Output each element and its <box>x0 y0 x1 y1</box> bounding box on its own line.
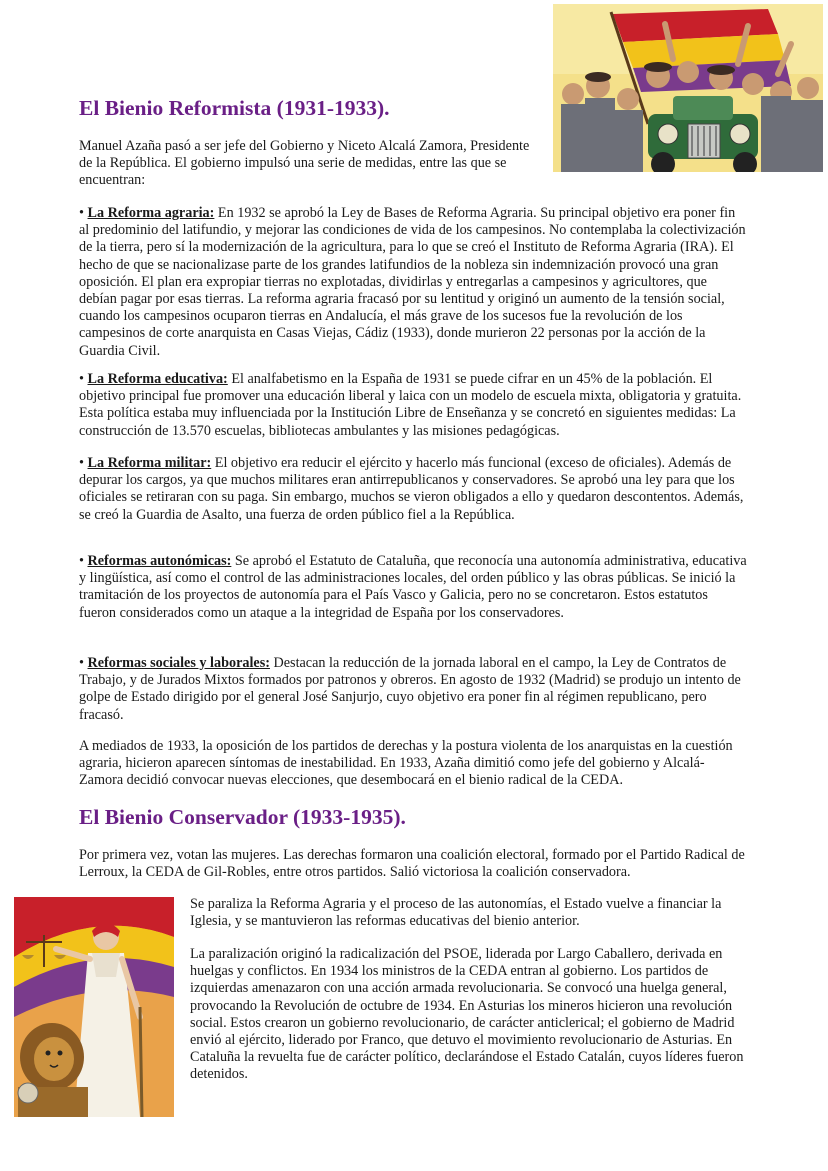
bullet-marker: • <box>79 553 84 569</box>
reform-item-militar <box>79 455 747 524</box>
reform-text-autonomicas: Se aprobó el Estatuto de Cataluña, que reconocía una autonomía administrativa, educativa y lingüística, así como el control de las administraciones locales, del orden público y las obras públicas. Se inició la tramitación de los proyectos de autonomía para el País Vasco y Galicia, pero no se concretaron. Estos estatutos fueron considerados como un ataque a la integridad de España por los conservadores. <box>79 553 747 621</box>
reform-text-sociales: Destacan la reducción de la jornada laboral en el campo, la Ley de Contratos de Trabajo, y de Jurados Mixtos formados por patronos y obreros. En agosto de 1932 (Madrid) se produjo un intento de golpe de Estado dirigido por el general José Sanjurjo, cuyo objetivo era poner fin al régimen republicano, pero fracasó. <box>79 655 741 723</box>
section-title-bienio-reformista: El Bienio Reformista (1931-1933). <box>79 96 390 120</box>
republic-celebration-illustration <box>553 4 823 172</box>
section-title-bienio-conservador: El Bienio Conservador (1933-1935). <box>79 805 406 829</box>
section1-intro: Manuel Azaña pasó a ser jefe del Gobierno y Niceto Alcalá Zamora, Presidente de la República. El gobierno impulsó una serie de medidas, entre las que se encuentran: <box>79 138 530 189</box>
section1-closing: A mediados de 1933, la oposición de los partidos de derechas y la postura violenta de los anarquistas en la cuestión agraria, hicieron aparecen síntomas de inestabilidad. En 1933, Azaña dimitió como jefe del gobierno y Alcalá-Zamora decidió convocar nuevas elecciones, que desembocará en el bienio radical de la CEDA. <box>79 738 733 789</box>
reform-text-educativa: El analfabetismo en la España de 1931 se puede cifrar en un 45% de la población. El objetivo principal fue promover una educación liberal y laica con un modelo de escuela mixta, obligatoria y gratuita. Esta política estaba muy influenciada por la Institución Libre de Enseñanza y se concretó en siguientes medidas: La construcción de 13.570 escuelas, bibliotecas ambulantes y las misiones pedagógicas. <box>79 371 742 439</box>
reform-text-militar: El objetivo era reducir el ejército y hacerlo más funcional (exceso de oficiales). Además de depurar los cargos, ya que muchos militares eran antirrepublicanos y conservadores. Se aprobó una ley para que los oficiales se retiraran con su paga. Sin embargo, muchos se vieron obligados a ello y quedaron descontentos. Además, se creó la Guardia de Asalto, una fuerza de orden público fiel a la República. <box>79 455 744 523</box>
reform-item-agraria <box>79 205 747 360</box>
bullet-marker: • <box>79 455 84 471</box>
reform-label-agraria: La Reforma agraria: <box>87 205 215 221</box>
reform-label-autonomicas: Reformas autonómicas: <box>87 553 232 569</box>
section2-paragraph-1: Se paraliza la Reforma Agraria y el proceso de las autonomías, el Estado vuelve a financiar la Iglesia, y se mantuvieron las reformas educativas del bienio anterior. <box>190 896 722 930</box>
reform-label-sociales: Reformas sociales y laborales: <box>87 655 270 671</box>
reform-item-educativa <box>79 371 747 440</box>
reform-item-autonomicas <box>79 553 747 622</box>
bullet-marker: • <box>79 205 84 221</box>
bullet-marker: • <box>79 371 84 387</box>
reform-text-agraria: En 1932 se aprobó la Ley de Bases de Reforma Agraria. Su principal objetivo era poner fin al predominio del latifundio, y mejorar las condiciones de vida de los campesinos. No contemplaba la colectivización de la tierra, pero sí la modernización de la agricultura, para lo que se creó el Instituto de Reforma Agraria (IRA). El hecho de que se nacionalizase parte de los grandes latifundios de la nobleza sin indemnización provocó una gran oposición. El plan era expropiar tierras no explotadas, dividirlas y entregarlas a campesinos y agricultores, que debían pagar por esas tierras. La reforma agraria fracasó por su lentitud y originó un aumento de la tensión social, cuando los campesinos ocuparon tierras en Andalucía, el más grave de los sucesos fue la revolución de los campesinos de corte anarquista en Casas Viejas, Cádiz (1933), donde murieron 22 personas por la acción de la Guardia Civil. <box>79 205 746 359</box>
republic-allegory-drawing <box>14 897 174 1117</box>
republic-celebration-drawing <box>553 4 823 172</box>
bullet-marker: • <box>79 655 84 671</box>
republic-allegory-illustration <box>14 897 174 1117</box>
reform-item-sociales <box>79 655 747 724</box>
reform-label-educativa: La Reforma educativa: <box>87 371 228 387</box>
section2-intro: Por primera vez, votan las mujeres. Las derechas formaron una coalición electoral, formado por el Partido Radical de Lerroux, la CEDA de Gil-Robles, entre otros partidos. Salió victoriosa la coalición conservadora. <box>79 847 745 881</box>
section2-paragraph-2: La paralización originó la radicalización del PSOE, liderada por Largo Caballero, derivada en huelgas y conflictos. En 1934 los ministros de la CEDA entran al gobierno. Los partidos de izquierdas amenazaron con una acción armada revolucionaria. Se convocó una huelga general, provocando la Revolución de octubre de 1934. En Asturias los mineros hicieron una revolución social. Estos crearon un gobierno revolucionario, de carácter anticlerical; el gobierno de Madrid envió al ejército, liderado por Franco, que detuvo el movimiento revolucionario de Asturias. En Cataluña la revuelta fue de carácter político, declarándose el Estado Catalán, cuyos líderes fueron detenidos. <box>190 946 744 1083</box>
reform-label-militar: La Reforma militar: <box>87 455 212 471</box>
